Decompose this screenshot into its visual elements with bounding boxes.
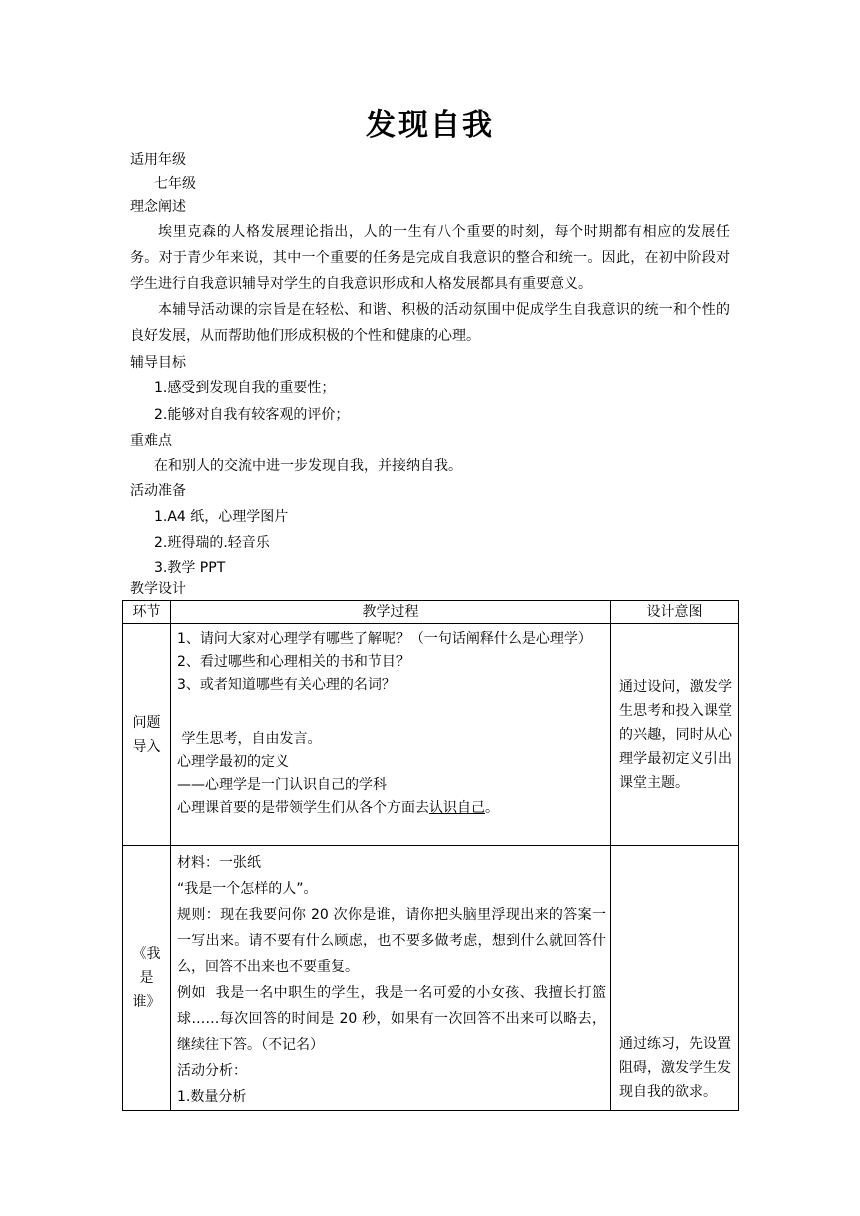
concept-paragraph-1 (130, 219, 730, 297)
blank-line (177, 720, 606, 728)
key-points-heading: 重难点 (130, 433, 172, 449)
preparation-item: 1.A4 纸，心理学图片 (154, 509, 289, 525)
process-line: 学生思考，自由发言。 (177, 731, 322, 747)
header-intent: 设计意图 (611, 601, 739, 624)
header-process: 教学过程 (171, 601, 611, 624)
table-row (123, 846, 739, 1111)
intent-cell (611, 846, 739, 1111)
process-line: 1、请问大家对心理学有哪些了解呢？（一句话阐释什么是心理学） (177, 631, 592, 647)
key-points-text: 在和别人的交流中进一步发现自我，并接纳自我。 (154, 458, 462, 474)
stage-label-line: 导入 (132, 738, 161, 755)
process-text: 心理课首要的是带领学生们从各个方面去 (177, 800, 429, 816)
process-cell (171, 624, 611, 846)
header-stage: 环节 (123, 601, 171, 624)
process-line: 1.数量分析 (177, 1089, 247, 1105)
goal-item: 1.感受到发现自我的重要性； (154, 380, 336, 396)
goals-heading: 辅导目标 (130, 355, 186, 371)
process-line: 3、或者知道哪些有关心理的名词？ (177, 677, 396, 693)
stage-cell (123, 846, 171, 1111)
intent-text: 通过练习，先设置阻碍，激发学生发现自我的欲求。 (619, 1036, 731, 1100)
stage-label-line: 问题 (132, 714, 161, 731)
table-row (123, 624, 739, 846)
process-line: 例如 我是一名中职生的学生，我是一名可爱的小女孩、我擅长打篮球……每次回答的时间是 20 秒，如果有一次回答不出来可以略去，继续往下答。（不记名） (177, 985, 606, 1053)
preparation-item: 2.班得瑞的.轻音乐 (154, 535, 270, 551)
preparation-heading: 活动准备 (130, 483, 186, 499)
grade-value: 七年级 (154, 176, 196, 192)
table-header-row (123, 601, 739, 624)
teaching-design-table (122, 600, 739, 1111)
process-cell (171, 846, 611, 1111)
process-line: 活动分析： (177, 1063, 247, 1079)
concept-paragraph-2-text: 本辅导活动课的宗旨是在轻松、和谐、积极的活动氛围中促成学生自我意识的统一和个性的良好发展，从而帮助他们形成积极的个性和健康的心理。 (130, 302, 730, 344)
intent-text: 通过设问，激发学生思考和投入课堂的兴趣，同时从心理学最初定义引出课堂主题。 (619, 678, 732, 791)
stage-label-line: 《我 (132, 946, 161, 962)
process-line: “我是一个怎样的人”。 (177, 881, 318, 897)
concept-heading: 理念阐述 (130, 199, 186, 215)
process-line: 2、看过哪些和心理相关的书和节目？ (177, 654, 410, 670)
process-text: 。 (485, 800, 499, 816)
process-line: ——心理学是一门认识自己的学科 (177, 777, 387, 793)
concept-paragraph-2 (130, 297, 730, 349)
preparation-item: 3.教学 PPT (154, 560, 226, 576)
process-line (177, 797, 606, 820)
process-line: 心理学最初的定义 (177, 754, 289, 770)
stage-cell (123, 624, 171, 846)
process-line: 材料：一张纸 (177, 855, 261, 871)
intent-cell (611, 624, 739, 846)
stage-label-line: 谁》 (132, 994, 161, 1010)
page-title: 发现自我 (366, 108, 494, 143)
blank-line (177, 697, 606, 720)
grade-heading: 适用年级 (130, 152, 186, 168)
underlined-keyword: 认识自己 (429, 800, 485, 816)
stage-label-line: 是 (139, 970, 154, 986)
concept-paragraph-1-text: 埃里克森的人格发展理论指出，人的一生有八个重要的时刻，每个时期都有相应的发展任务。对于青少年来说，其中一个重要的任务是完成自我意识的整合和统一。因此，在初中阶段对学生进行自我意识辅导对学生的自我意识形成和人格发展都具有重要意义。 (130, 224, 730, 292)
design-heading: 教学设计 (130, 581, 186, 597)
process-line: 规则：现在我要问你 20 次你是谁，请你把头脑里浮现出来的答案一一写出来。请不要有什么顾虑，也不要多做考虑，想到什么就回答什么，回答不出来也不要重复。 (177, 907, 606, 975)
goal-item: 2.能够对自我有较客观的评价； (154, 407, 350, 423)
